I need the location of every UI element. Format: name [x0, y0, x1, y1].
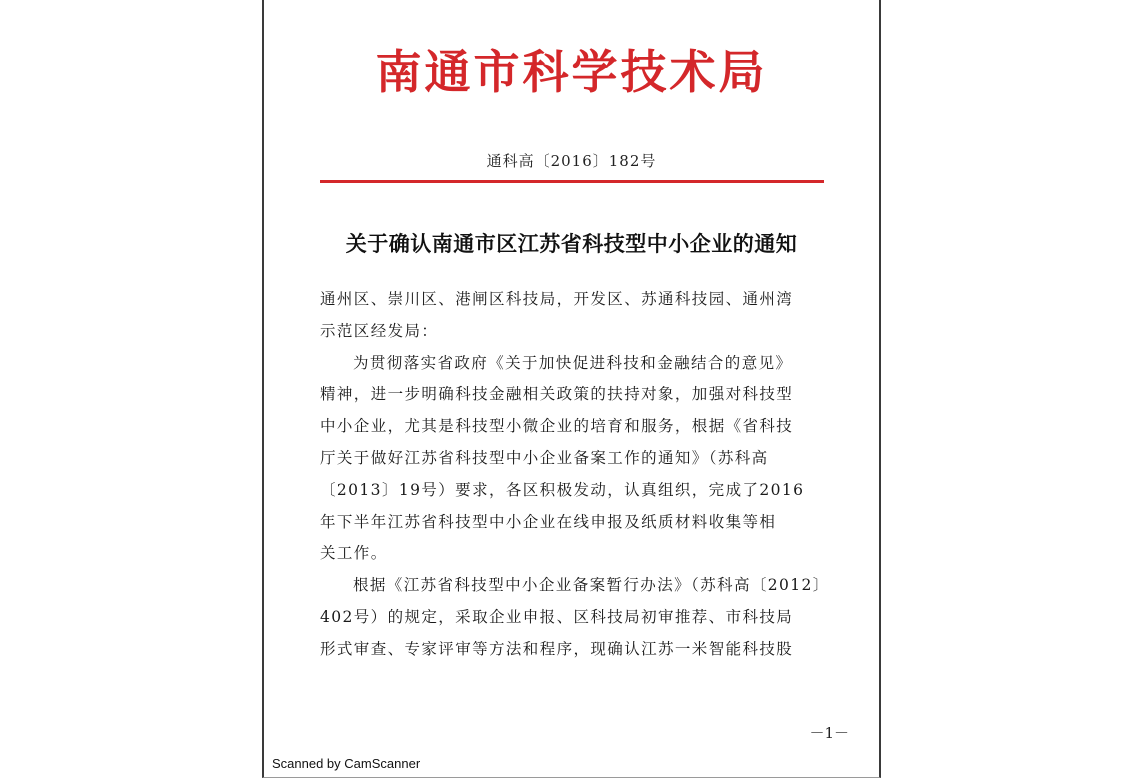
- page-number: －1－: [809, 724, 849, 742]
- body-line: 年下半年江苏省科技型中小企业在线申报及纸质材料收集等相: [320, 512, 777, 531]
- document-page: [262, 0, 881, 778]
- body-line: 〔2013〕19号）要求，各区积极发动，认真组织，完成了2016: [320, 480, 805, 499]
- body-line: 形式审查、专家评审等方法和程序，现确认江苏一米智能科技股: [320, 639, 794, 658]
- body-line: 为贯彻落实省政府《关于加快促进科技和金融结合的意见》: [353, 353, 793, 372]
- body-line: 精神，进一步明确科技金融相关政策的扶持对象，加强对科技型: [320, 385, 794, 404]
- scanner-watermark: Scanned by CamScanner: [272, 756, 421, 771]
- document-number: 通科高〔2016〕182号: [486, 152, 657, 170]
- body-line: 示范区经发局：: [320, 321, 439, 340]
- body-line: 厅关于做好江苏省科技型中小企业备案工作的通知》（苏科高: [320, 448, 769, 467]
- notice-title: 关于确认南通市区江苏省科技型中小企业的通知: [345, 231, 798, 256]
- body-line: 402号）的规定，采取企业申报、区科技局初审推荐、市科技局: [320, 607, 794, 626]
- body-line: 关工作。: [320, 544, 388, 563]
- letterhead-title: 南通市科学技术局: [375, 45, 768, 99]
- body-line: 中小企业，尤其是科技型小微企业的培育和服务，根据《省科技: [320, 417, 794, 436]
- body-line: 根据《江苏省科技型中小企业备案暂行办法》（苏科高〔2012〕: [353, 576, 830, 595]
- red-divider: [320, 180, 824, 183]
- notice-body: [320, 284, 860, 666]
- body-line: 通州区、崇川区、港闸区科技局，开发区、苏通科技园、通州湾: [320, 290, 794, 308]
